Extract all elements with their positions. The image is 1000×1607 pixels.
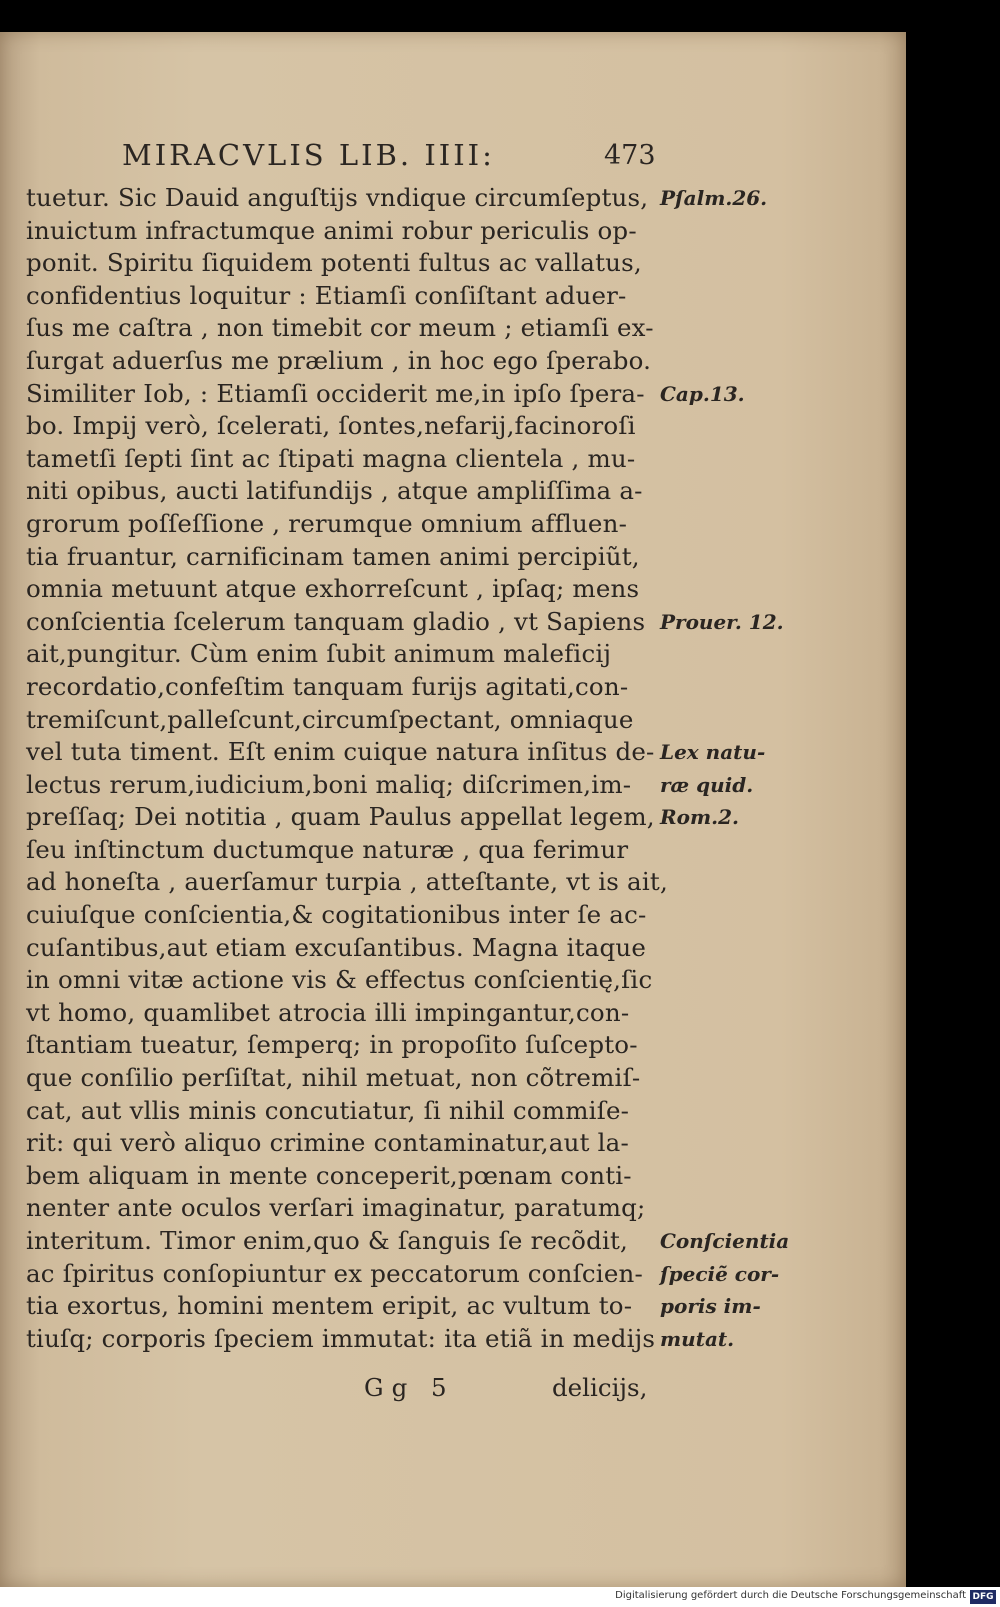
marginal-note: ræ quid. <box>660 772 754 797</box>
text-line: ſurgat aduerſus me prælium , in hoc ego ſperabo. <box>26 345 652 375</box>
marginal-notes <box>660 182 840 1382</box>
text-line: vt homo, quamlibet atrocia illi impingantur,con- <box>26 997 630 1027</box>
text-line: tuetur. Sic Dauid anguſtijs vndique circumſeptus, <box>26 183 649 212</box>
text-line: bem aliquam in mente conceperit,pœnam conti- <box>26 1160 632 1190</box>
text-line: Similiter Iob, : Etiamſi occiderit me,in ipſo ſpera- <box>26 378 645 408</box>
running-head-title: MIRACVLIS LIB. IIII: <box>122 138 495 172</box>
text-line: ſus me caſtra , non timebit cor meum ; etiamſi ex- <box>26 313 654 343</box>
book-page <box>0 32 906 1587</box>
digitization-credit: Digitalisierung gefördert durch die Deutsche Forschungsgemeinschaft <box>615 1590 966 1601</box>
text-line: vel tuta timent. Eſt enim cuique natura inſitus de- <box>26 737 655 767</box>
text-line: inuictum infractumque animi robur periculis op- <box>26 215 637 245</box>
text-line: ſeu inſtinctum ductumque naturæ , qua ferimur <box>26 834 629 864</box>
text-line: conſcientia ſcelerum tanquam gladio , vt Sapiens <box>26 606 646 636</box>
text-line: preſſaq; Dei notitia , quam Paulus appellat legem, <box>26 802 655 832</box>
body-text <box>26 182 666 1355</box>
text-line: tiuſq; corporis ſpeciem immutat: ita etiã in medijs <box>26 1323 656 1353</box>
catchline <box>0 1373 660 1407</box>
dfg-logo-icon: DFG <box>970 1590 996 1604</box>
marginal-note: poris im- <box>660 1294 761 1319</box>
marginal-note: mutat. <box>660 1327 735 1351</box>
page-number: 473 <box>604 140 656 171</box>
text-line: bo. Impij verò, ſcelerati, ſontes,nefarij,facinoroſi <box>26 411 636 441</box>
signature-mark: Gg 5 <box>364 1373 455 1402</box>
catchword: delicijs, <box>552 1373 648 1402</box>
text-line: ad honeſta , auerſamur turpia , atteſtante, vt is ait, <box>26 867 668 897</box>
marginal-note: ſpeciẽ cor- <box>660 1261 780 1286</box>
text-line: recordatio,confeſtim tanquam furijs agitati,con- <box>26 671 629 701</box>
text-line: tia fruantur, carnificinam tamen animi percipiũt, <box>26 541 640 571</box>
text-line: cuſantibus,aut etiam excuſantibus. Magna itaque <box>26 932 647 962</box>
marginal-note: Conſcientia <box>660 1229 790 1254</box>
text-line: ponit. Spiritu ſiquidem potenti fultus ac vallatus, <box>26 248 642 278</box>
marginal-note: Prouer. 12. <box>660 609 784 634</box>
marginal-note: Rom.2. <box>660 805 739 830</box>
text-line: ſtantiam tueatur, ſemperq; in propoſito ſuſcepto- <box>26 1030 638 1060</box>
text-line: rit: qui verò aliquo crimine contaminatur,aut la- <box>26 1128 629 1158</box>
text-line: tremiſcunt,palleſcunt,circumſpectant, omniaque <box>26 704 634 734</box>
text-line: nenter ante oculos verſari imaginatur, paratumq; <box>26 1193 646 1223</box>
text-line: tametſi ſepti ſint ac ſtipati magna clientela , mu- <box>26 443 636 473</box>
running-head <box>122 138 656 178</box>
text-line: ac ſpiritus conſopiuntur ex peccatorum conſcien- <box>26 1258 643 1288</box>
text-line: cat, aut vllis minis concutiatur, ſi nihil commiſe- <box>26 1095 630 1125</box>
digitization-footer <box>0 1587 1000 1607</box>
text-line: confidentius loquitur : Etiamſi conſiſtant aduer- <box>26 280 627 310</box>
marginal-note: Cap.13. <box>660 381 745 406</box>
text-line: cuiuſque conſcientia,& cogitationibus inter ſe ac- <box>26 900 647 930</box>
text-line: omnia metuunt atque exhorreſcunt , ipſaq; mens <box>26 574 640 604</box>
text-line: interitum. Timor enim,quo & ſanguis ſe recõdit, <box>26 1226 629 1255</box>
text-line: grorum poſſeſſione , rerumque omnium affluen- <box>26 508 628 538</box>
text-line: ait,pungitur. Cùm enim ſubit animum maleficij <box>26 639 612 669</box>
marginal-note: Pſalm.26. <box>660 186 768 210</box>
text-line: in omni vitæ actione vis & effectus conſcientię,ſic <box>26 965 653 995</box>
text-line: lectus rerum,iudicium,boni maliq; diſcrimen,im- <box>26 769 632 799</box>
text-line: tia exortus, homini mentem eripit, ac vultum to- <box>26 1291 633 1321</box>
text-line: que conſilio perſiſtat, nihil metuat, non cõtremiſ- <box>26 1063 641 1093</box>
text-line: niti opibus, aucti latifundijs , atque ampliſſima a- <box>26 476 643 506</box>
marginal-note: Lex natu- <box>660 740 766 765</box>
